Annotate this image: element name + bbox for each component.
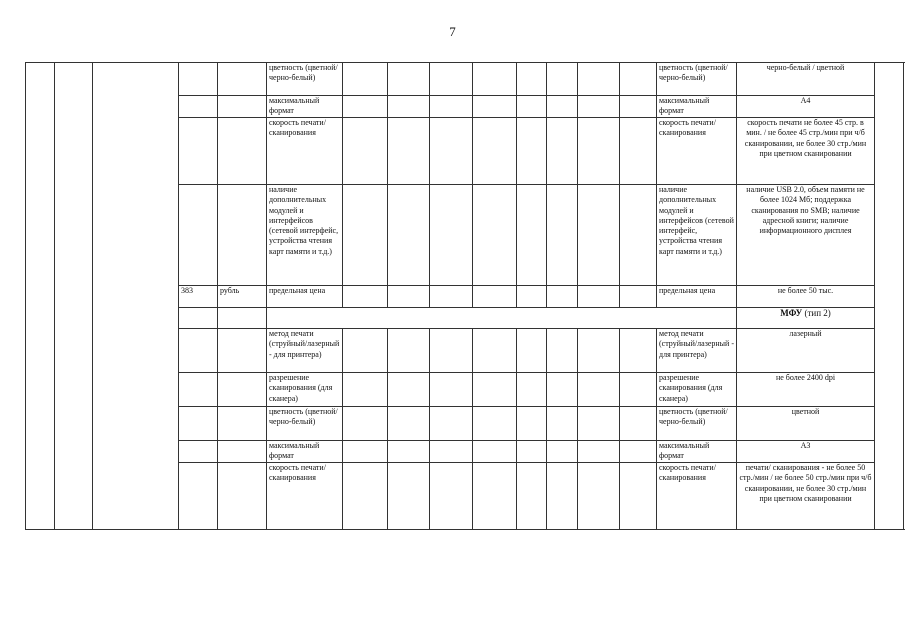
characteristic-value: не более 50 тыс. — [737, 286, 875, 308]
okei-unit-cell — [218, 63, 267, 96]
characteristic-label: наличие дополнительных модулей и интерфейсов (сетевой интерфейс, устройства чтения карт памяти и т.д.) — [267, 185, 343, 286]
characteristic-label: максимальный формат — [267, 441, 343, 463]
characteristic-value: цветной — [737, 407, 875, 441]
characteristic-value: лазерный — [737, 329, 875, 373]
characteristic-value: черно-белый / цветной — [737, 63, 875, 96]
okei-unit: рубль — [218, 286, 267, 308]
characteristic-value: печати/ сканирования - не более 50 стр./мин / не более 50 стр./мин при ч/б сканировании, не более 30 стр./мин при цветном сканировании — [737, 463, 875, 530]
page-number: 7 — [449, 24, 456, 39]
characteristic-value: А4 — [737, 96, 875, 118]
characteristic-label: предельная цена — [267, 286, 343, 308]
characteristic-label: цветность (цветной/черно-белый) — [267, 63, 343, 96]
characteristic-label: метод печати (струйный/лазерный - для принтера) — [657, 329, 737, 373]
characteristic-label: предельная цена — [657, 286, 737, 308]
characteristic-label: цветность (цветной/черно-белый) — [657, 63, 737, 96]
section-title: МФУ (тип 2) — [737, 308, 875, 329]
row-number-cell — [26, 63, 55, 530]
characteristic-label: разрешение сканирования (для сканера) — [657, 373, 737, 407]
characteristic-value: не более 2400 dpi — [737, 373, 875, 407]
characteristic-label: скорость печати/сканирования — [267, 463, 343, 530]
characteristic-label: максимальный формат — [657, 441, 737, 463]
specification-table — [25, 62, 905, 530]
characteristic-value: А3 — [737, 441, 875, 463]
okei-code-cell — [179, 63, 218, 96]
characteristic-label: максимальный формат — [657, 96, 737, 118]
characteristic-label: наличие дополнительных модулей и интерфейсов (сетевой интерфейс, устройства чтения карт памяти и т.д.) — [657, 185, 737, 286]
characteristic-label: цветность (цветной/черно-белый) — [657, 407, 737, 441]
characteristic-label: максимальный формат — [267, 96, 343, 118]
characteristic-label: цветность (цветной/черно-белый) — [267, 407, 343, 441]
characteristic-label: разрешение сканирования (для сканера) — [267, 373, 343, 407]
characteristic-label: скорость печати/сканирования — [267, 118, 343, 185]
characteristic-value: наличие USB 2.0, объем памяти не более 1024 Мб; поддержка сканирования по SMB; наличие адресной книги; наличие информационного дисплея — [737, 185, 875, 286]
code-cell — [55, 63, 93, 530]
okei-code: 383 — [179, 286, 218, 308]
table-row — [26, 63, 905, 96]
characteristic-label: скорость печати/сканирования — [657, 118, 737, 185]
type-cell — [93, 63, 179, 530]
characteristic-label: метод печати (струйный/лазерный - для принтера) — [267, 329, 343, 373]
characteristic-label: скорость печати/сканирования — [657, 463, 737, 530]
characteristic-value: скорость печати не более 45 стр. в мин. / не более 45 стр./мин при ч/б сканировании, не более 30 стр./мин при цветном сканировании — [737, 118, 875, 185]
